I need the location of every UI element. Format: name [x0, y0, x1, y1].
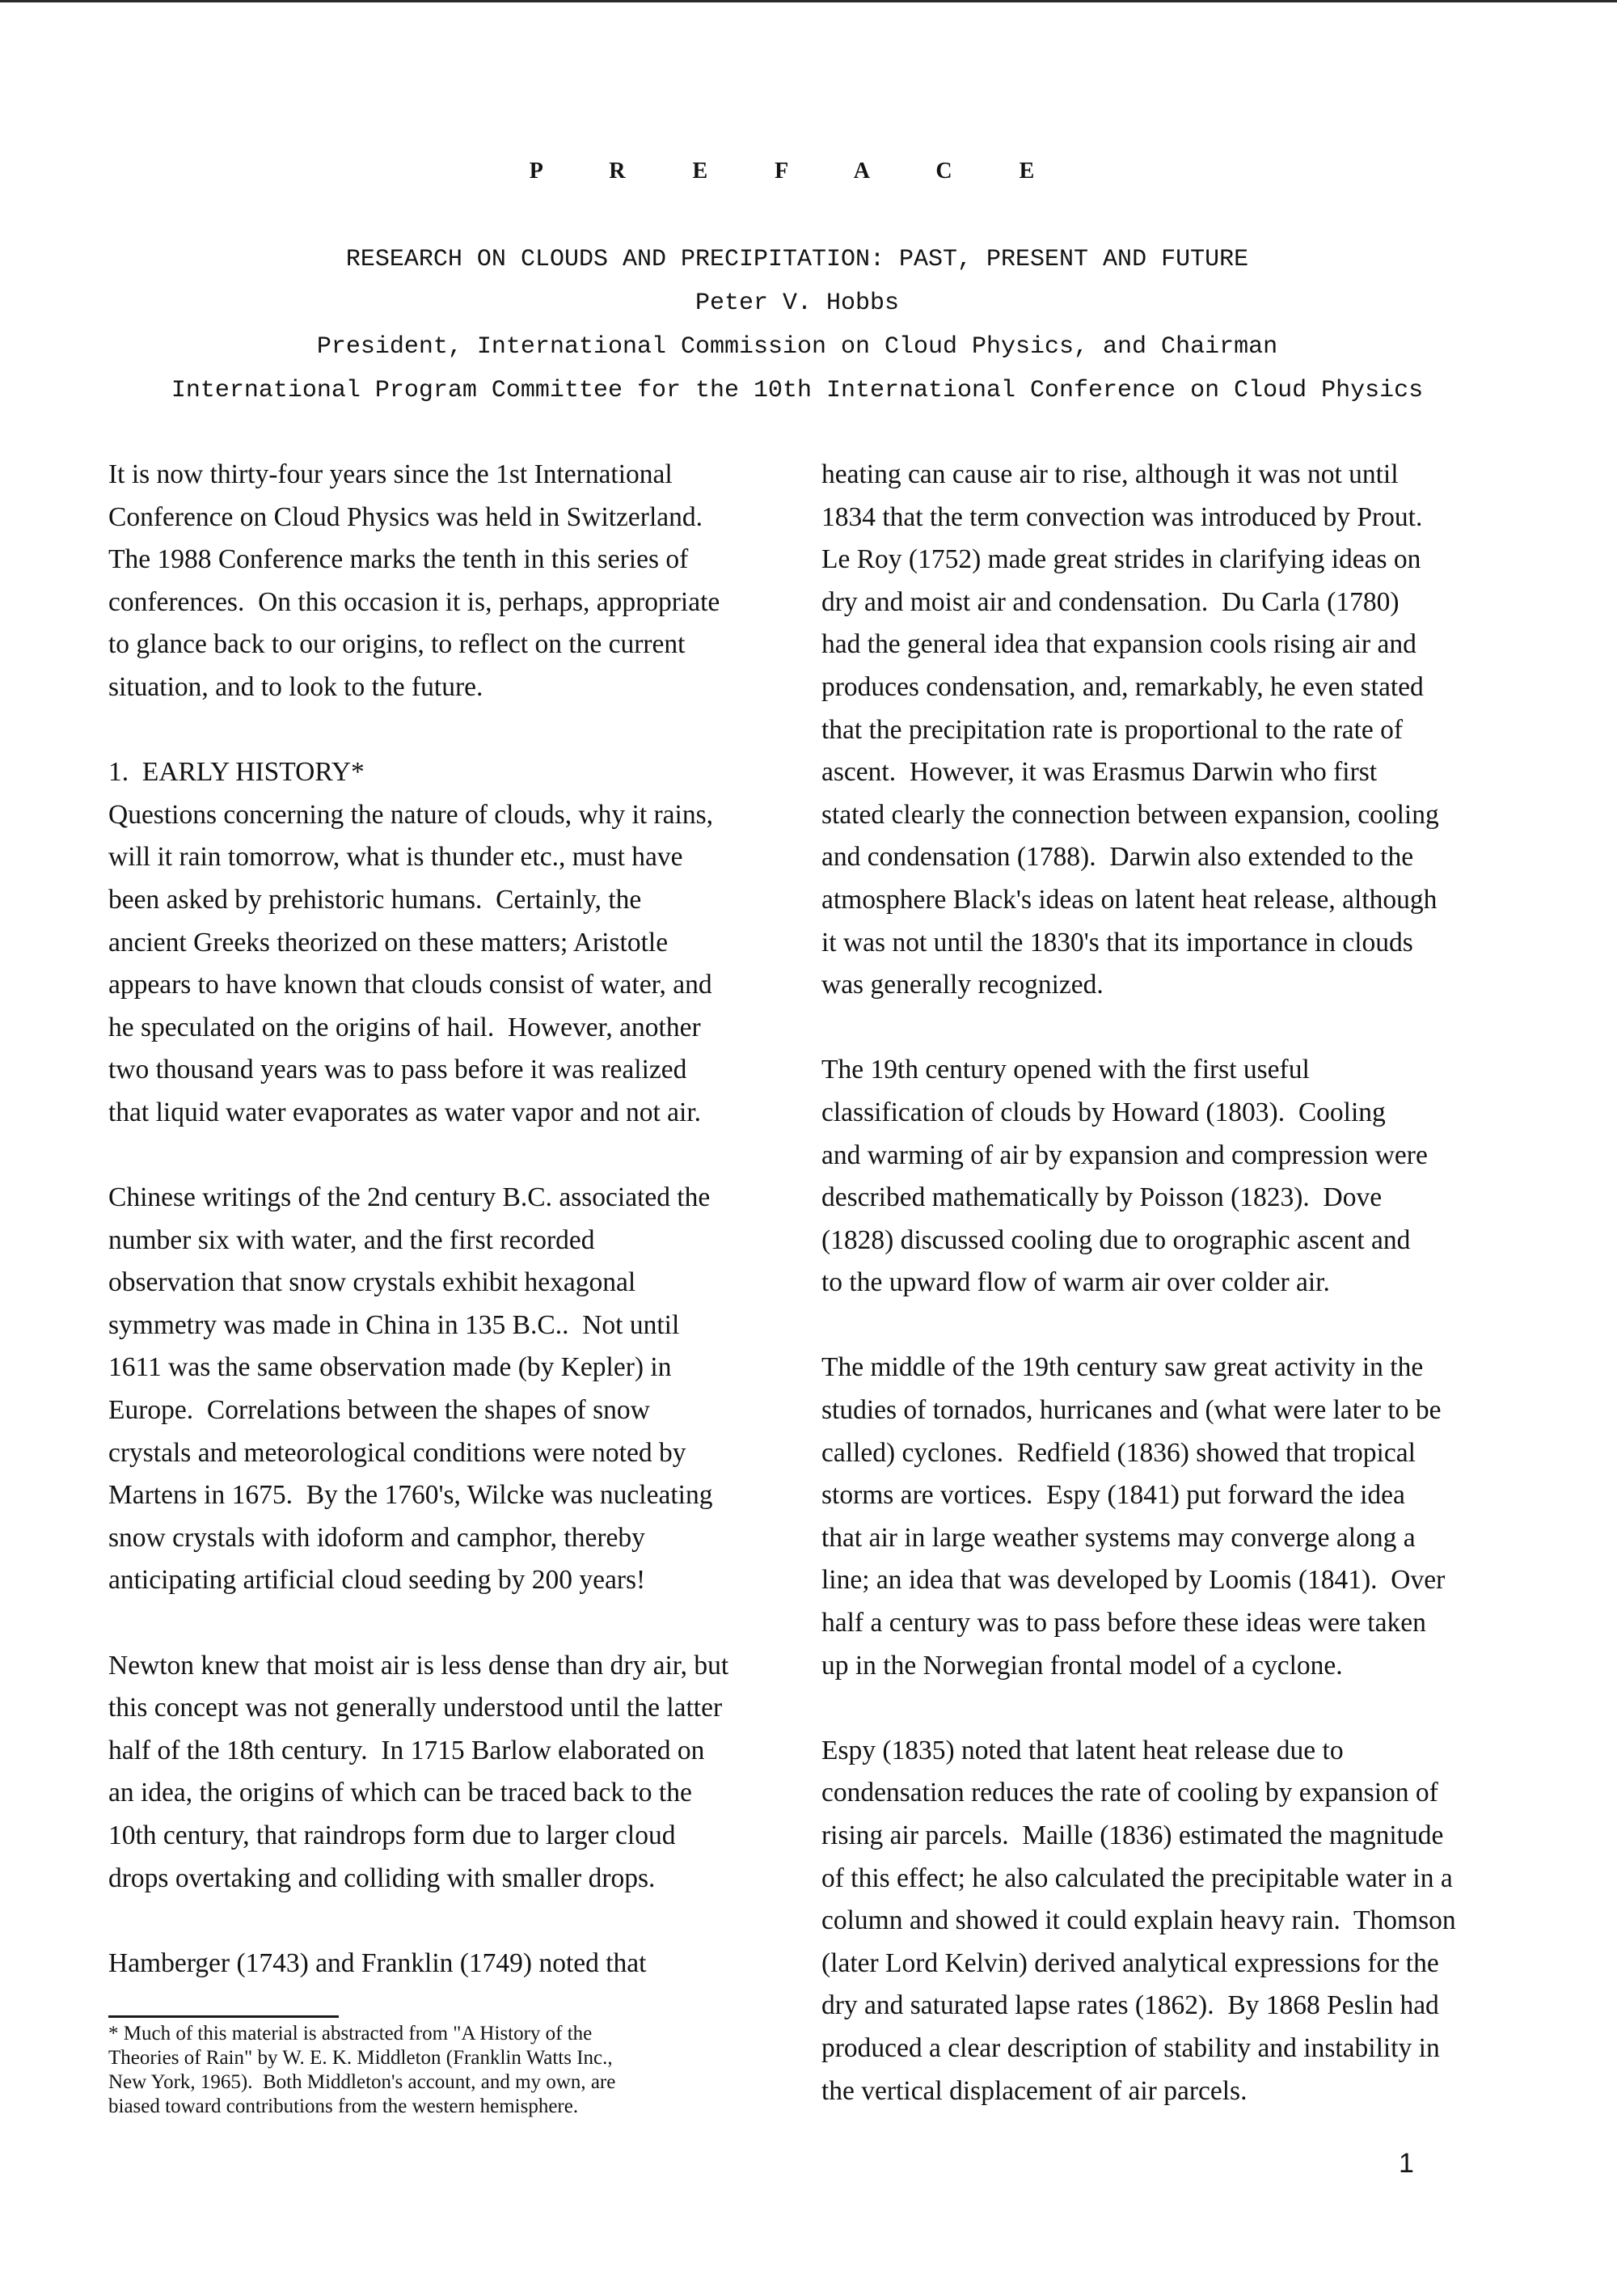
text-line: called) cyclones. Redfield (1836) showed that tropical — [821, 1437, 1416, 1468]
text-line: produces condensation, and, remarkably, he even stated — [821, 671, 1424, 702]
text-line: Espy (1835) noted that latent heat release due to — [821, 1735, 1344, 1765]
footnote-line: * Much of this material is abstracted from "A History of the — [108, 2023, 593, 2044]
text-line: half a century was to pass before these ideas were taken — [821, 1608, 1426, 1638]
text-line: half of the 18th century. In 1715 Barlow elaborated on — [108, 1735, 705, 1765]
paragraph-break — [108, 1900, 804, 1943]
text-line: The 19th century opened with the first useful — [821, 1055, 1310, 1085]
text-line: stated clearly the connection between expansion, cooling — [821, 799, 1439, 830]
author-affiliation-line-1: President, International Commission on Cloud Physics, and Chairman — [316, 333, 1278, 361]
text-line: that the precipitation rate is proportional to the rate of — [821, 714, 1404, 745]
paragraph-break — [108, 1602, 804, 1645]
text-line: Martens in 1675. By the 1760's, Wilcke was nucleating — [108, 1480, 713, 1511]
text-line: symmetry was made in China in 135 B.C.. Not until — [108, 1309, 680, 1340]
text-line: he speculated on the origins of hail. However, another — [108, 1012, 701, 1042]
text-line: Le Roy (1752) made great strides in clarifying ideas on — [821, 544, 1421, 575]
text-line: of this effect; he also calculated the precipitable water in a — [821, 1863, 1453, 1893]
top-border-rule — [0, 0, 1617, 2]
text-line: snow crystals with idoform and camphor, thereby — [108, 1522, 645, 1553]
paragraph-break — [821, 1304, 1517, 1347]
text-line: Hamberger (1743) and Franklin (1749) noted that — [108, 1947, 647, 1978]
text-line: The 1988 Conference marks the tenth in this series of — [108, 544, 689, 575]
text-line: dry and saturated lapse rates (1862). By 1868 Peslin had — [821, 1990, 1439, 2021]
page-number: 1 — [1399, 2148, 1414, 2179]
text-line: 1834 that the term convection was introduced by Prout. — [821, 501, 1423, 532]
text-line: It is now thirty-four years since the 1st International — [108, 459, 673, 489]
footnote-line: Theories of Rain" by W. E. K. Middleton (Franklin Watts Inc., — [108, 2047, 613, 2069]
text-line: up in the Norwegian frontal model of a cyclone. — [821, 1650, 1343, 1681]
text-line: Newton knew that moist air is less dense than dry air, but — [108, 1650, 729, 1681]
text-line: an idea, the origins of which can be traced back to the — [108, 1778, 692, 1808]
text-line: the vertical displacement of air parcels. — [821, 2075, 1248, 2106]
text-line: crystals and meteorological conditions were noted by — [108, 1437, 686, 1468]
text-line: appears to have known that clouds consist of water, and — [108, 970, 712, 1000]
author-name: Peter V. Hobbs — [695, 290, 900, 317]
text-line: ancient Greeks theorized on these matters; Aristotle — [108, 927, 669, 958]
text-line: atmosphere Black's ideas on latent heat release, although — [821, 884, 1438, 915]
text-line: heating can cause air to rise, although it was not until — [821, 459, 1399, 489]
text-line: and warming of air by expansion and compression were — [821, 1140, 1428, 1170]
text-line: situation, and to look to the future. — [108, 671, 483, 702]
author-affiliation-line-2: International Program Committee for the 10th International Conference on Cloud Physics — [171, 377, 1424, 404]
text-line: storms are vortices. Espy (1841) put forward the idea — [821, 1480, 1405, 1511]
text-line: column and showed it could explain heavy rain. Thomson — [821, 1905, 1456, 1936]
text-line: two thousand years was to pass before it was realized — [108, 1055, 687, 1085]
paragraph-break — [821, 1687, 1517, 1730]
right-text-column — [821, 454, 1517, 2112]
text-line: conferences. On this occasion it is, perhaps, appropriate — [108, 586, 720, 617]
text-line: observation that snow crystals exhibit hexagonal — [108, 1267, 636, 1298]
text-line: condensation reduces the rate of cooling by expansion of — [821, 1778, 1438, 1808]
text-line: The middle of the 19th century saw great activity in the — [821, 1352, 1424, 1383]
text-line: this concept was not generally understood until the latter — [108, 1693, 723, 1723]
footnote-line: biased toward contributions from the western hemisphere. — [108, 2095, 579, 2117]
left-text-column — [108, 454, 804, 1985]
paragraph-break — [821, 1007, 1517, 1050]
text-line: it was not until the 1830's that its importance in clouds — [821, 927, 1413, 958]
text-line: number six with water, and the first recorded — [108, 1224, 595, 1255]
text-line: drops overtaking and colliding with smaller drops. — [108, 1863, 656, 1893]
text-line: will it rain tomorrow, what is thunder etc., must have — [108, 842, 683, 873]
text-line: to the upward flow of warm air over colder air. — [821, 1267, 1330, 1298]
text-line: 10th century, that raindrops form due to larger cloud — [108, 1820, 676, 1850]
text-line: classification of clouds by Howard (1803). Cooling — [821, 1097, 1386, 1127]
text-line: had the general idea that expansion cools rising air and — [821, 629, 1416, 660]
text-line: and condensation (1788). Darwin also extended to the — [821, 842, 1414, 873]
text-line: Europe. Correlations between the shapes of snow — [108, 1395, 650, 1426]
text-line: Conference on Cloud Physics was held in Switzerland. — [108, 501, 703, 532]
text-line: Questions concerning the nature of clouds, why it rains, — [108, 799, 713, 830]
text-line: produced a clear description of stability and instability in — [821, 2032, 1440, 2063]
paragraph-break — [108, 1135, 804, 1178]
text-line: was generally recognized. — [821, 970, 1104, 1000]
text-line: line; an idea that was developed by Loomis (1841). Over — [821, 1565, 1446, 1596]
footnote-divider — [108, 2015, 339, 2018]
text-line: that air in large weather systems may converge along a — [821, 1522, 1416, 1553]
text-line: anticipating artificial cloud seeding by 200 years! — [108, 1565, 646, 1596]
paragraph-break — [108, 709, 804, 752]
text-line: ascent. However, it was Erasmus Darwin who first — [821, 757, 1378, 788]
text-line: rising air parcels. Maille (1836) estimated the magnitude — [821, 1820, 1444, 1850]
footnote — [108, 2022, 771, 2119]
paper-subtitle: RESEARCH ON CLOUDS AND PRECIPITATION: PAST, PRESENT AND FUTURE — [345, 246, 1249, 273]
text-line: studies of tornados, hurricanes and (what were later to be — [821, 1395, 1442, 1426]
footnote-line: New York, 1965). Both Middleton's account, and my own, are — [108, 2071, 616, 2093]
text-line: (1828) discussed cooling due to orographic ascent and — [821, 1224, 1411, 1255]
text-line: to glance back to our origins, to reflect on the current — [108, 629, 686, 660]
text-line: dry and moist air and condensation. Du Carla (1780) — [821, 586, 1400, 617]
text-line: Chinese writings of the 2nd century B.C. associated the — [108, 1182, 711, 1213]
text-line: described mathematically by Poisson (1823). Dove — [821, 1182, 1383, 1213]
preface-title: P R E F A C E — [529, 159, 1066, 184]
text-line: that liquid water evaporates as water vapor and not air. — [108, 1097, 702, 1127]
text-line: 1611 was the same observation made (by Kepler) in — [108, 1352, 672, 1383]
text-line: been asked by prehistoric humans. Certainly, the — [108, 884, 642, 915]
text-line: (later Lord Kelvin) derived analytical expressions for the — [821, 1947, 1439, 1978]
text-line: 1. EARLY HISTORY* — [108, 757, 365, 788]
